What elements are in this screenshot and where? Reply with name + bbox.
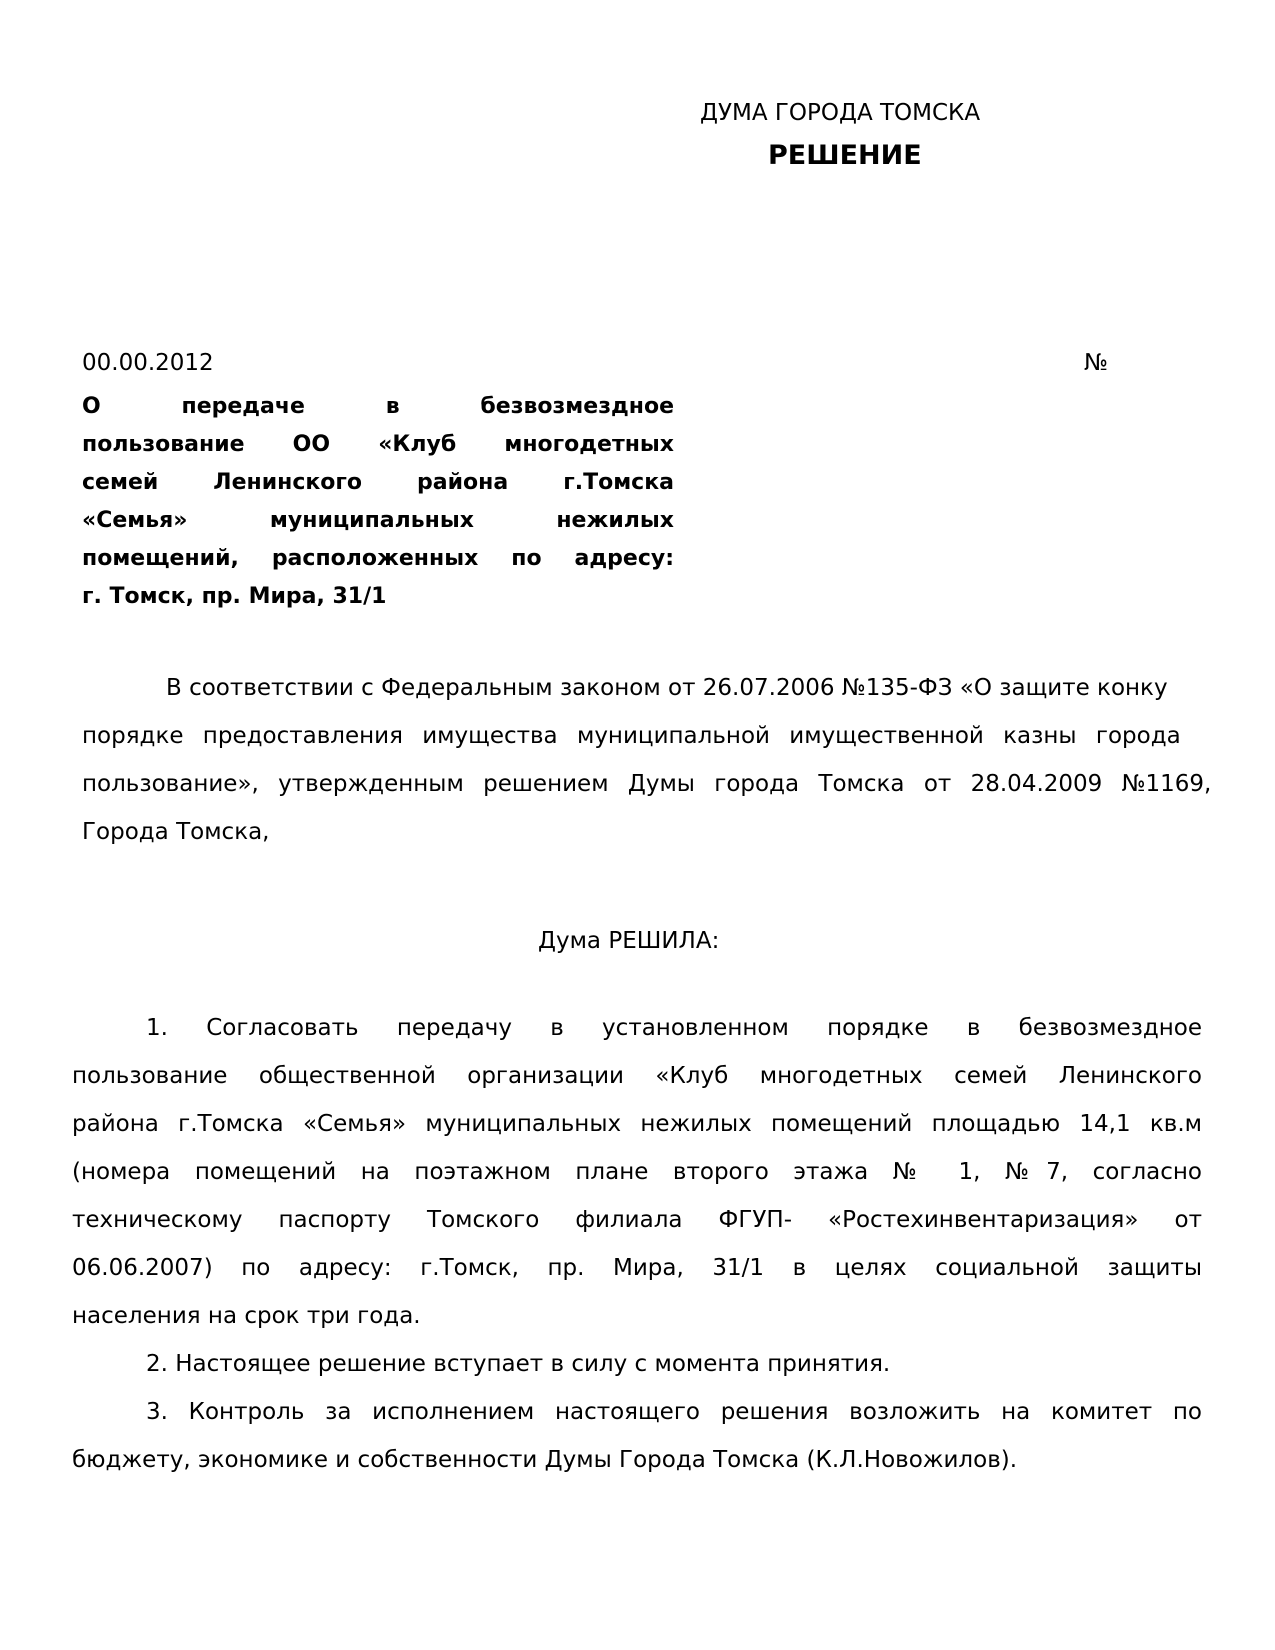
decision-subject — [82, 388, 674, 616]
decided-heading: Дума РЕШИЛА: — [538, 928, 720, 954]
document-number-label: № — [1084, 350, 1108, 376]
document-date: 00.00.2012 — [82, 350, 214, 376]
subject-line: пользование ОО «Клуб многодетных — [82, 432, 674, 457]
item-1-line: техническому паспорту Томского филиала ФГУП- «Ростехинвентаризация» от — [72, 1207, 1202, 1233]
preamble-line: В соответствии с Федеральным законом от 26.07.2006 №135-ФЗ «О защите конку — [166, 675, 1168, 701]
item-1-line: пользование общественной организации «Клуб многодетных семей Ленинского — [72, 1063, 1202, 1089]
subject-line: «Семья» муниципальных нежилых — [82, 508, 674, 533]
preamble-line: пользование», утвержденным решением Думы города Томска от 28.04.2009 №1169, — [82, 771, 1212, 797]
organization-name: ДУМА ГОРОДА ТОМСКА — [700, 100, 981, 126]
subject-line: О передаче в безвозмездное — [82, 394, 674, 419]
item-3-line: бюджету, экономике и собственности Думы Города Томска (К.Л.Новожилов). — [72, 1447, 1018, 1473]
subject-line: г. Томск, пр. Мира, 31/1 — [82, 584, 387, 609]
preamble-line: порядке предоставления имущества муниципальной имущественной казны города — [82, 723, 1181, 749]
item-1-line: района г.Томска «Семья» муниципальных нежилых помещений площадью 14,1 кв.м — [72, 1111, 1202, 1137]
item-1-line: (номера помещений на поэтажном плане второго этажа № 1, №7, согласно — [72, 1159, 1202, 1185]
preamble-line: Города Томска, — [82, 819, 270, 845]
decision-body — [72, 1004, 1202, 1484]
subject-line: помещений, расположенных по адресу: — [82, 546, 674, 571]
item-1-line: 1. Согласовать передачу в установленном порядке в безвозмездное — [146, 1015, 1202, 1041]
item-2-line: 2. Настоящее решение вступает в силу с момента принятия. — [146, 1351, 891, 1377]
item-3-line: 3. Контроль за исполнением настоящего решения возложить на комитет по — [146, 1399, 1202, 1425]
item-1-line: населения на срок три года. — [72, 1303, 421, 1329]
document-type-title: РЕШЕНИЕ — [768, 140, 922, 171]
subject-line: семей Ленинского района г.Томска — [82, 470, 674, 495]
preamble-paragraph — [82, 664, 1275, 854]
item-1-line: 06.06.2007) по адресу: г.Томск, пр. Мира, 31/1 в целях социальной защиты — [72, 1255, 1202, 1281]
